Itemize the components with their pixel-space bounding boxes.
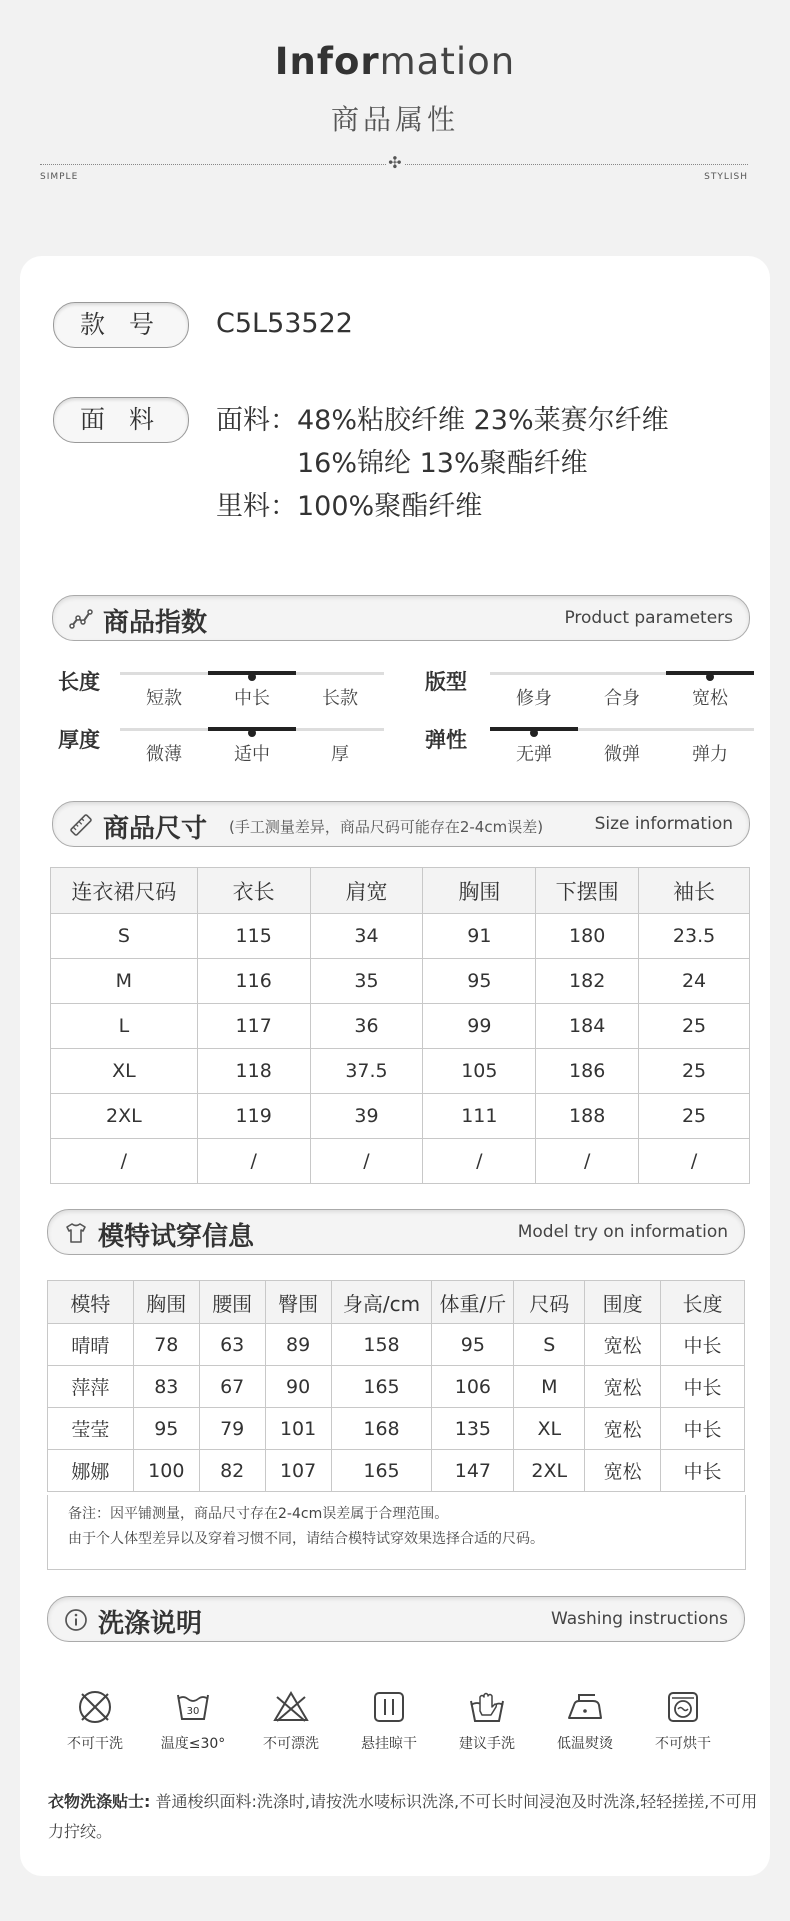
hand-wash-icon [467, 1687, 507, 1727]
wash-label: 建议手洗 [459, 1736, 515, 1752]
model-table-cell: 中长 [661, 1450, 745, 1492]
model-table-cell: 莹莹 [48, 1408, 134, 1450]
size-table-cell: 24 [639, 959, 750, 1004]
model-table-cell: 2XL [514, 1450, 585, 1492]
size-table-row [51, 1139, 750, 1184]
size-table-row [51, 959, 750, 1004]
model-table-cell: 100 [133, 1450, 199, 1492]
trend-icon [69, 607, 93, 631]
info-icon [64, 1608, 88, 1632]
size-table-header-cell: 衣长 [197, 868, 310, 914]
model-table-cell: 83 [133, 1366, 199, 1408]
size-table-cell: 35 [310, 959, 423, 1004]
size-table-cell: 116 [197, 959, 310, 1004]
model-table-cell: 90 [265, 1366, 331, 1408]
wash-label: 温度≤30° [160, 1736, 226, 1752]
param-label: 版型 [425, 670, 467, 694]
size-table-cell: 118 [197, 1049, 310, 1094]
model-table-header-row [48, 1281, 745, 1324]
model-table-cell: 中长 [661, 1408, 745, 1450]
param-label: 长度 [58, 670, 100, 694]
wash-label: 不可干洗 [67, 1736, 123, 1752]
wash-label: 悬挂晾干 [361, 1736, 417, 1752]
model-table-cell: M [514, 1366, 585, 1408]
model-table-header-cell: 身高/cm [331, 1281, 432, 1324]
param-option: 短款 [146, 688, 182, 709]
size-table-cell: 2XL [51, 1094, 198, 1139]
model-table-cell: S [514, 1324, 585, 1366]
params-section-header [52, 595, 750, 641]
model-table-header-cell: 模特 [48, 1281, 134, 1324]
page-subtitle: 商品属性 [330, 103, 459, 136]
size-table-cell: / [197, 1139, 310, 1184]
model-table-header-cell: 胸围 [133, 1281, 199, 1324]
size-table-cell: 34 [310, 914, 423, 959]
model-table-header-cell: 围度 [585, 1281, 661, 1324]
size-table-cell: / [51, 1139, 198, 1184]
wash-label: 不可烘干 [655, 1736, 711, 1752]
size-table-cell: / [639, 1139, 750, 1184]
no-bleach-icon [271, 1687, 311, 1727]
wash-tips [48, 1787, 758, 1847]
size-title: 商品尺寸 [103, 814, 208, 844]
size-table-header-cell: 胸围 [423, 868, 536, 914]
size-table-header-row [51, 868, 750, 914]
model-table-header-cell: 尺码 [514, 1281, 585, 1324]
size-section-header [52, 801, 750, 847]
model-table-header-cell: 体重/斤 [432, 1281, 514, 1324]
model-table-cell: 165 [331, 1450, 432, 1492]
size-table-cell: 115 [197, 914, 310, 959]
model-notes [47, 1495, 746, 1570]
size-table-cell: 39 [310, 1094, 423, 1139]
wash-label: 不可漂洗 [263, 1736, 319, 1752]
size-table-cell: 186 [536, 1049, 639, 1094]
model-table-cell: 中长 [661, 1366, 745, 1408]
wash-tips-text: 普通梭织面料:洗涤时,请按洗水唛标识洗涤,不可长时间浸泡及时洗涤,轻轻搓搓,不可用力拧绞。 [48, 1792, 758, 1841]
param-option: 微薄 [146, 744, 182, 765]
param-option: 长款 [322, 688, 358, 709]
size-table-cell: 182 [536, 959, 639, 1004]
model-table-row [48, 1450, 745, 1492]
size-table-row [51, 1094, 750, 1139]
page-title: Information [274, 40, 516, 83]
model-table-cell: 165 [331, 1366, 432, 1408]
size-table-cell: 25 [639, 1049, 750, 1094]
wash-section-header [47, 1596, 745, 1642]
model-title-en: Model try on information [517, 1222, 728, 1242]
size-table [50, 867, 750, 1184]
size-table-cell: 188 [536, 1094, 639, 1139]
size-table-cell: 99 [423, 1004, 536, 1049]
size-table-cell: 36 [310, 1004, 423, 1049]
model-table-cell: 89 [265, 1324, 331, 1366]
param-indicator-dot [248, 673, 256, 681]
wash-title-en: Washing instructions [550, 1609, 728, 1629]
size-table-cell: XL [51, 1049, 198, 1094]
fabric-label: 面 料 [53, 397, 189, 443]
param-option: 微弹 [604, 744, 640, 765]
model-table-cell: 168 [331, 1408, 432, 1450]
model-table-cell: 82 [199, 1450, 265, 1492]
params-title-en: Product parameters [564, 608, 733, 628]
header-left-tag: SIMPLE [40, 172, 79, 182]
model-table-cell: 101 [265, 1408, 331, 1450]
param-option: 合身 [604, 688, 640, 709]
model-note-1: 备注：因平铺测量，商品尺寸存在2-4cm误差属于合理范围。 [68, 1506, 449, 1522]
wash-temp-number: 30 [186, 1706, 200, 1717]
size-note: (手工测量差异，商品尺码可能存在2-4cm误差) [229, 818, 544, 836]
size-table-cell: / [310, 1139, 423, 1184]
model-title: 模特试穿信息 [98, 1222, 255, 1252]
size-table-header-cell: 连衣裙尺码 [51, 868, 198, 914]
param-option: 中长 [234, 688, 270, 709]
divider-ornament-icon: ✣ [386, 154, 404, 172]
size-table-cell: 23.5 [639, 914, 750, 959]
model-table-header-cell: 腰围 [199, 1281, 265, 1324]
wash-title: 洗涤说明 [98, 1609, 203, 1639]
model-table-cell: 107 [265, 1450, 331, 1492]
model-table-cell: 宽松 [585, 1324, 661, 1366]
model-table-cell: 67 [199, 1366, 265, 1408]
model-table [47, 1280, 745, 1492]
wash-label: 低温熨烫 [557, 1736, 613, 1752]
model-table-cell: 63 [199, 1324, 265, 1366]
wash-item-no-bleach [246, 1687, 336, 1753]
size-table-cell: M [51, 959, 198, 1004]
size-table-row [51, 1049, 750, 1094]
size-table-cell: 180 [536, 914, 639, 959]
param-label: 厚度 [58, 728, 100, 752]
size-table-row [51, 1004, 750, 1049]
wash-item-hang-dry [344, 1687, 434, 1753]
size-table-cell: / [423, 1139, 536, 1184]
param-option: 适中 [234, 744, 270, 765]
size-table-cell: L [51, 1004, 198, 1049]
param-indicator-dot [248, 729, 256, 737]
header-right-tag: STYLISH [704, 172, 748, 182]
params-title: 商品指数 [103, 608, 208, 638]
size-table-cell: / [536, 1139, 639, 1184]
model-table-header-cell: 臀围 [265, 1281, 331, 1324]
model-table-cell: 158 [331, 1324, 432, 1366]
param-option: 宽松 [692, 688, 728, 709]
size-table-cell: 25 [639, 1004, 750, 1049]
tshirt-icon [64, 1221, 88, 1245]
model-table-cell: 135 [432, 1408, 514, 1450]
size-table-header-cell: 袖长 [639, 868, 750, 914]
wash-item-temp [148, 1687, 238, 1753]
size-table-header-cell: 肩宽 [310, 868, 423, 914]
model-table-cell: 中长 [661, 1324, 745, 1366]
model-table-cell: XL [514, 1408, 585, 1450]
ruler-icon [69, 813, 93, 837]
size-table-cell: 119 [197, 1094, 310, 1139]
fabric-line-3: 里料：100%聚酯纤维 [216, 491, 483, 522]
size-table-cell: 111 [423, 1094, 536, 1139]
model-table-cell: 娜娜 [48, 1450, 134, 1492]
param-option: 无弹 [516, 744, 552, 765]
model-table-cell: 79 [199, 1408, 265, 1450]
hang-dry-icon [369, 1687, 409, 1727]
no-dry-clean-icon [75, 1687, 115, 1727]
model-table-cell: 宽松 [585, 1450, 661, 1492]
model-table-row [48, 1408, 745, 1450]
size-table-cell: 105 [423, 1049, 536, 1094]
wash-item-no-dry-clean [50, 1687, 140, 1753]
model-table-cell: 78 [133, 1324, 199, 1366]
model-table-row [48, 1366, 745, 1408]
model-table-row [48, 1324, 745, 1366]
size-table-header-cell: 下摆围 [536, 868, 639, 914]
param-option: 修身 [516, 688, 552, 709]
model-section-header [47, 1209, 745, 1255]
model-table-cell: 147 [432, 1450, 514, 1492]
size-table-cell: 117 [197, 1004, 310, 1049]
size-table-cell: 37.5 [310, 1049, 423, 1094]
style-number-value: C5L53522 [216, 308, 353, 339]
model-table-cell: 95 [133, 1408, 199, 1450]
wash-tips-label: 衣物洗涤贴士: [48, 1792, 151, 1811]
size-table-row [51, 914, 750, 959]
fabric-line-2: 16%锦纶 13%聚酯纤维 [297, 448, 588, 479]
size-table-cell: 25 [639, 1094, 750, 1139]
style-number-label: 款 号 [53, 302, 189, 348]
param-label: 弹性 [425, 728, 467, 752]
model-table-cell: 106 [432, 1366, 514, 1408]
fabric-line-1: 面料：48%粘胶纤维 23%莱赛尔纤维 [216, 405, 669, 436]
size-table-cell: 95 [423, 959, 536, 1004]
no-tumble-dry-icon [663, 1687, 703, 1727]
size-table-cell: 91 [423, 914, 536, 959]
param-option: 弹力 [692, 744, 728, 765]
param-option: 厚 [331, 744, 349, 765]
wash-item-hand-wash [442, 1687, 532, 1753]
model-table-header-cell: 长度 [661, 1281, 745, 1324]
wash-item-no-tumble-dry [638, 1687, 728, 1753]
param-indicator-dot [530, 729, 538, 737]
model-table-cell: 晴晴 [48, 1324, 134, 1366]
model-table-cell: 宽松 [585, 1408, 661, 1450]
model-note-2: 由于个人体型差异以及穿着习惯不同，请结合模特试穿效果选择合适的尺码。 [68, 1531, 544, 1547]
size-table-cell: 184 [536, 1004, 639, 1049]
model-table-cell: 宽松 [585, 1366, 661, 1408]
model-table-cell: 95 [432, 1324, 514, 1366]
low-iron-icon [565, 1687, 605, 1727]
model-table-cell: 萍萍 [48, 1366, 134, 1408]
wash-item-low-iron [540, 1687, 630, 1753]
param-indicator-dot [706, 673, 714, 681]
size-title-en: Size information [594, 814, 733, 834]
size-table-cell: S [51, 914, 198, 959]
wash-30-icon [173, 1687, 213, 1727]
